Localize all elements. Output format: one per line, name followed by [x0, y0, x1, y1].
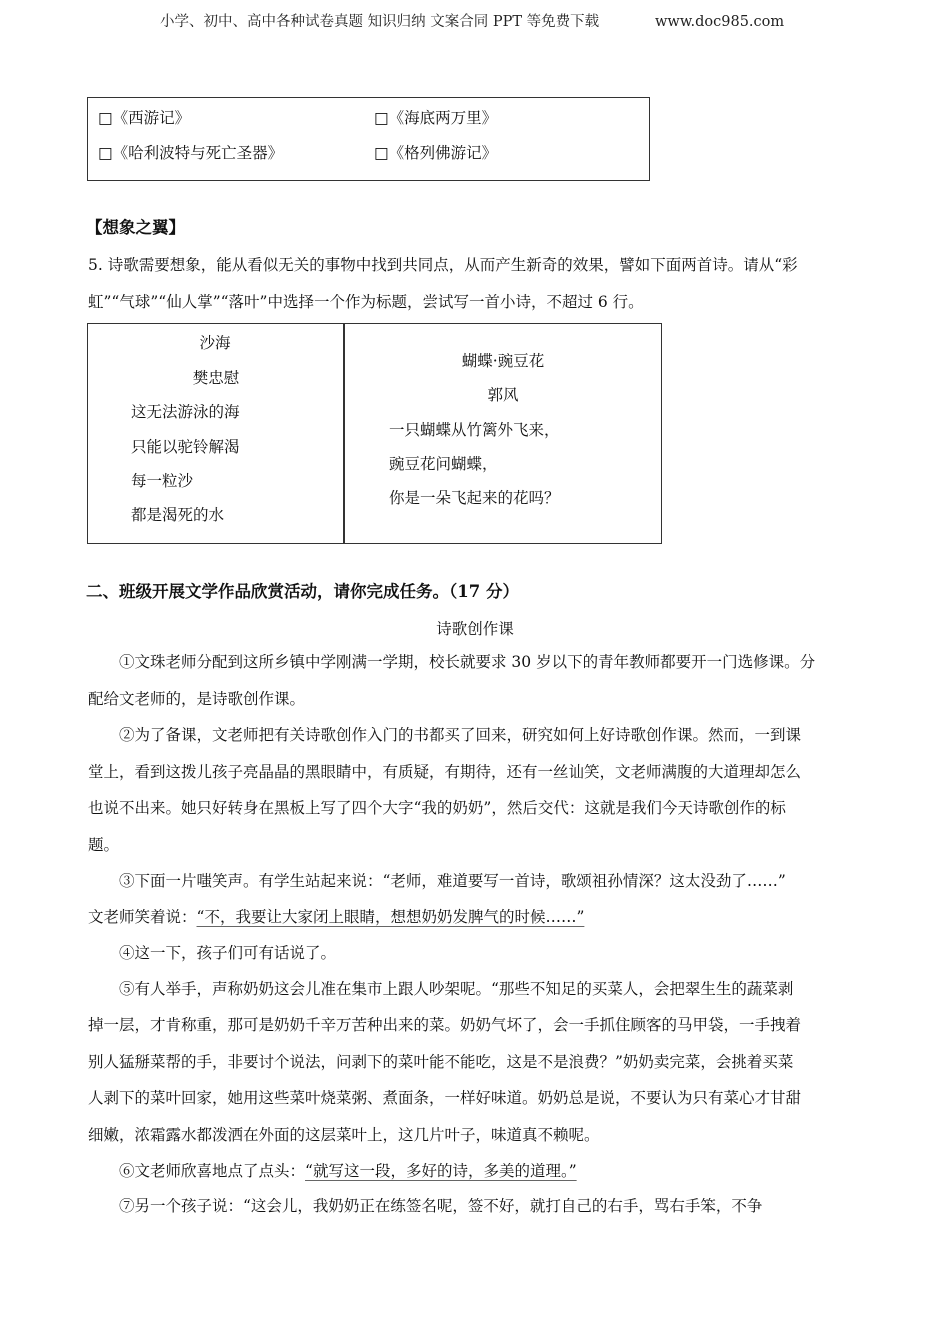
- article-line: 细嫩，浓霜露水都泼洒在外面的这层菜叶上，这几片叶子，味道真不赖呢。: [88, 1126, 600, 1144]
- article-line: [88, 907, 584, 927]
- poem-left-line: 每一粒沙: [131, 472, 194, 490]
- option-xiyouji[interactable]: □《西游记》: [98, 109, 191, 127]
- article-line: ⑦另一个孩子说：“这会儿，我奶奶正在练签名呢，签不好，就打自己的右手，骂右手笨，不争: [119, 1197, 763, 1215]
- article-line: 掉一层，才肯称重，那可是奶奶千辛万苦种出来的菜。奶奶气坏了，会一手抓住顾客的马甲袋，一手拽着: [88, 1016, 802, 1034]
- article-line: 题。: [88, 836, 120, 854]
- underlined-quote: “就写这一段，多好的诗，多美的道理。”: [305, 1162, 577, 1180]
- article-line: ③下面一片嗤笑声。有学生站起来说：“老师，难道要写一首诗，歌颂祖孙情深？这太没劲了……”: [119, 872, 786, 890]
- article-line: 别人猛掰菜帮的手，非要讨个说法，问剥下的菜叶能不能吃，这是不是浪费？”奶奶卖完菜，会挑着买菜: [88, 1053, 794, 1071]
- poem-left-line: 只能以驼铃解渴: [131, 438, 240, 456]
- poem-right-line: 豌豆花问蝴蝶，: [389, 455, 498, 473]
- poem-right-line: 你是一朵飞起来的花吗？: [389, 489, 560, 507]
- option-harry-potter[interactable]: □《哈利波特与死亡圣器》: [98, 144, 284, 162]
- option-haidi[interactable]: □《海底两万里》: [374, 109, 498, 127]
- poem-left-title: 沙海: [199, 334, 231, 352]
- poem-right-author: 郭风: [487, 386, 519, 404]
- article-line: ②为了备课，文老师把有关诗歌创作入门的书都买了回来，研究如何上好诗歌创作课。然而，一到课: [119, 726, 802, 744]
- poem-right-line: 一只蝴蝶从竹篱外飞来，: [389, 421, 560, 439]
- question-line: 虹”“气球”“仙人掌”“落叶”中选择一个作为标题，尝试写一首小诗，不超过 6 行。: [88, 293, 644, 311]
- article-line: 也说不出来。她只好转身在黑板上写了四个大字“我的奶奶”，然后交代：这就是我们今天诗歌创作的标: [88, 799, 786, 817]
- article-line: ⑤有人举手，声称奶奶这会儿准在集市上跟人吵架呢。“那些不知足的买菜人，会把翠生生的蔬菜剥: [119, 980, 794, 998]
- poem-right-title: 蝴蝶·豌豆花: [461, 352, 545, 370]
- article-line-text: ⑥文老师欣喜地点了点头：: [119, 1162, 306, 1180]
- section-two-heading: 二、班级开展文学作品欣赏活动，请你完成任务。（17 分）: [86, 582, 519, 601]
- site-header-text: 小学、初中、高中各种试卷真题 知识归纳 文案合同 PPT 等免费下载: [160, 14, 600, 30]
- article-title: 诗歌创作课: [436, 620, 514, 638]
- question-line: 5. 诗歌需要想象，能从看似无关的事物中找到共同点，从而产生新奇的效果，譬如下面两首诗。请从“彩: [88, 256, 798, 274]
- article-line: 堂上，看到这拨儿孩子亮晶晶的黑眼睛中，有质疑，有期待，还有一丝讪笑，文老师满腹的大道理却怎么: [88, 763, 802, 781]
- poem-left-author: 樊忠慰: [192, 369, 240, 387]
- site-header-url: www.doc985.com: [655, 14, 785, 30]
- section-heading-imagination: 【想象之翼】: [86, 218, 185, 237]
- article-line: ①文珠老师分配到这所乡镇中学刚满一学期，校长就要求 30 岁以下的青年教师都要开一门选修课。分: [119, 653, 816, 671]
- poem-left-line: 这无法游泳的海: [131, 403, 240, 421]
- article-line: ④这一下，孩子们可有话说了。: [119, 944, 337, 962]
- article-line-text: 文老师笑着说：: [88, 908, 197, 926]
- article-line: 人剥下的菜叶回家，她用这些菜叶烧菜粥、煮面条，一样好味道。奶奶总是说，不要认为只有菜心才甘甜: [88, 1089, 802, 1107]
- article-line: [119, 1161, 577, 1181]
- poem-left-line: 都是渴死的水: [131, 506, 225, 524]
- underlined-quote: “不，我要让大家闭上眼睛，想想奶奶发脾气的时候……”: [196, 908, 585, 926]
- poem-table-divider: [343, 323, 345, 543]
- option-gulliver[interactable]: □《格列佛游记》: [374, 144, 498, 162]
- article-line: 配给文老师的，是诗歌创作课。: [88, 690, 306, 708]
